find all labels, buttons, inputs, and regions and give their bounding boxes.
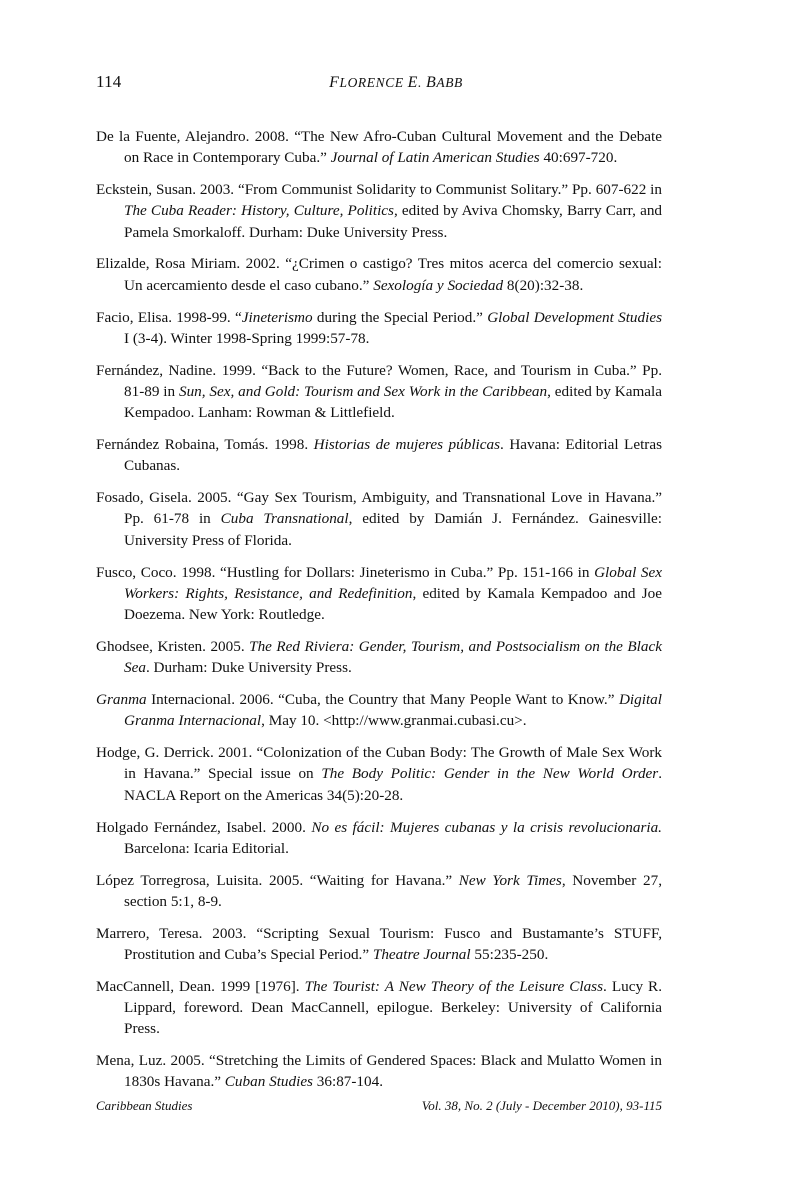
footer-journal-name: Caribbean Studies xyxy=(96,1098,193,1113)
reference-entry xyxy=(96,487,662,551)
reference-text: Elizalde, Rosa Miriam. 2002. “¿Crimen o castigo? Tres mitos acerca del comercio sexual: Un acercamiento desde el caso cubano.” xyxy=(96,255,662,294)
reference-text: Ghodsee, Kristen. 2005. xyxy=(96,637,250,655)
reference-title-italic: No es fácil: Mujeres cubanas y la crisis revolucionaria. xyxy=(311,818,662,836)
reference-title-italic: Granma xyxy=(96,691,147,709)
reference-text: Fusco, Coco. 1998. “Hustling for Dollars: Jineterismo in Cuba.” Pp. 151-166 in xyxy=(96,563,595,581)
reference-entry xyxy=(96,870,662,913)
reference-text: , edited by Aviva Chomsky, Barry Carr, and Pamela Smorkaloff. Durham: Duke University Press. xyxy=(124,202,663,241)
reference-text: 55:235-250. xyxy=(470,946,549,963)
reference-text: 40:697-720. xyxy=(539,149,618,167)
reference-text: Marrero, Teresa. 2003. “Scripting Sexual Tourism: Fusco and Bustamante’s STUFF, Prostitution and Cuba’s Special Period.” xyxy=(96,924,662,963)
reference-title-italic: The Red Riviera: Gender, Tourism, and Postsocialism on the Black Sea xyxy=(124,637,662,677)
reference-title-italic: Global Development Studies xyxy=(487,308,662,326)
reference-text: Fernández, Nadine. 1999. “Back to the Future? Women, Race, and Tourism in Cuba.” Pp. 81-89 in xyxy=(96,361,662,400)
reference-entry xyxy=(96,179,662,243)
reference-entry xyxy=(96,689,662,732)
reference-text: MacCannell, Dean. 1999 [1976]. xyxy=(96,977,305,995)
reference-text: De la Fuente, Alejandro. 2008. “The New Afro-Cuban Cultural Movement and the Debate on Race in Contemporary Cuba.” xyxy=(96,128,662,167)
reference-entry xyxy=(96,976,662,1040)
reference-text: . Durham: Duke University Press. xyxy=(145,659,352,677)
reference-title-italic: Theatre Journal xyxy=(372,946,471,963)
reference-text: 8(20):32-38. xyxy=(503,276,584,294)
reference-text: . Lucy R. Lippard, foreword. Dean MacCannell, epilogue. Berkeley: University of California Press. xyxy=(124,977,662,1038)
reference-text: during the Special Period.” xyxy=(312,308,488,326)
reference-entry xyxy=(96,636,662,679)
reference-text: , November 27, section 5:1, 8-9. xyxy=(124,871,662,910)
reference-entry xyxy=(96,742,662,806)
reference-entry xyxy=(96,307,662,350)
reference-text: Mena, Luz. 2005. “Stretching the Limits of Gendered Spaces: Black and Mulatto Women in 1830s Havana.” xyxy=(96,1052,662,1091)
reference-title-italic: The Body Politic: Gender in the New World Order xyxy=(321,765,659,783)
reference-text: Facio, Elisa. 1998-99. “ xyxy=(96,308,242,326)
reference-entry xyxy=(96,817,662,860)
footer-citation: Vol. 38, No. 2 (July - December 2010), 93-115 xyxy=(421,1098,662,1113)
reference-text: 36:87-104. xyxy=(312,1073,384,1091)
page-header xyxy=(96,72,696,96)
reference-title-italic: Cuba Transnational xyxy=(220,510,349,528)
reference-title-italic: Digital Granma Internacional xyxy=(124,691,662,730)
reference-entry xyxy=(96,434,662,477)
reference-text: Eckstein, Susan. 2003. “From Communist Solidarity to Communist Solitary.” Pp. 607-622 in xyxy=(96,181,662,199)
reference-text: Internacional. 2006. “Cuba, the Country that Many People Want to Know.” xyxy=(146,691,619,709)
reference-entry xyxy=(96,562,662,626)
reference-text: , edited by Kamala Kempadoo and Joe Doezema. New York: Routledge. xyxy=(124,584,662,624)
reference-entry xyxy=(96,923,662,966)
reference-title-italic: Journal of Latin American Studies xyxy=(330,149,540,167)
reference-text: Fosado, Gisela. 2005. “Gay Sex Tourism, Ambiguity, and Transnational Love in Havana.” Pp. 61-78 in xyxy=(96,489,662,528)
reference-title-italic: The Tourist: A New Theory of the Leisure Class xyxy=(304,977,604,995)
reference-text: . Havana: Editorial Letras Cubanas. xyxy=(124,436,662,475)
reference-text: Holgado Fernández, Isabel. 2000. xyxy=(96,818,312,836)
reference-text: Barcelona: Icaria Editorial. xyxy=(124,839,289,857)
reference-title-italic: The Cuba Reader: History, Culture, Politics xyxy=(124,202,394,220)
reference-title-italic: Jineterismo xyxy=(241,308,313,326)
running-head: FLORENCE E. BABB xyxy=(329,74,463,91)
reference-title-italic: Sexología y Sociedad xyxy=(373,276,504,294)
reference-entry xyxy=(96,126,662,169)
reference-text: I (3-4). Winter 1998-Spring 1999:57-78. xyxy=(124,329,370,347)
reference-text: . NACLA Report on the Americas 34(5):20-28. xyxy=(124,765,662,804)
reference-title-italic: Cuban Studies xyxy=(224,1073,313,1091)
reference-text: Fernández Robaina, Tomás. 1998. xyxy=(96,436,314,454)
reference-list xyxy=(96,126,662,1103)
reference-text: , May 10. <http://www.granmai.cubasi.cu>. xyxy=(261,712,527,730)
reference-entry xyxy=(96,1050,662,1093)
reference-title-italic: New York Times xyxy=(458,871,562,889)
reference-title-italic: Sun, Sex, and Gold: Tourism and Sex Work in the Caribbean xyxy=(178,382,548,400)
reference-text: , edited by Kamala Kempadoo. Lanham: Rowman & Littlefield. xyxy=(124,382,663,422)
reference-title-italic: Historias de mujeres públicas xyxy=(313,436,501,454)
reference-title-italic: Global Sex Workers: Rights, Resistance, and Redefinition xyxy=(124,563,662,602)
reference-text: , edited by Damián J. Fernández. Gainesville: University Press of Florida. xyxy=(124,510,662,549)
reference-text: López Torregrosa, Luisita. 2005. “Waiting for Havana.” xyxy=(96,871,459,889)
reference-entry xyxy=(96,360,662,424)
reference-entry xyxy=(96,253,662,296)
reference-text: Hodge, G. Derrick. 2001. “Colonization of the Cuban Body: The Growth of Male Sex Work in Havana.” Special issue on xyxy=(96,744,662,783)
page-number: 114 xyxy=(96,72,122,91)
